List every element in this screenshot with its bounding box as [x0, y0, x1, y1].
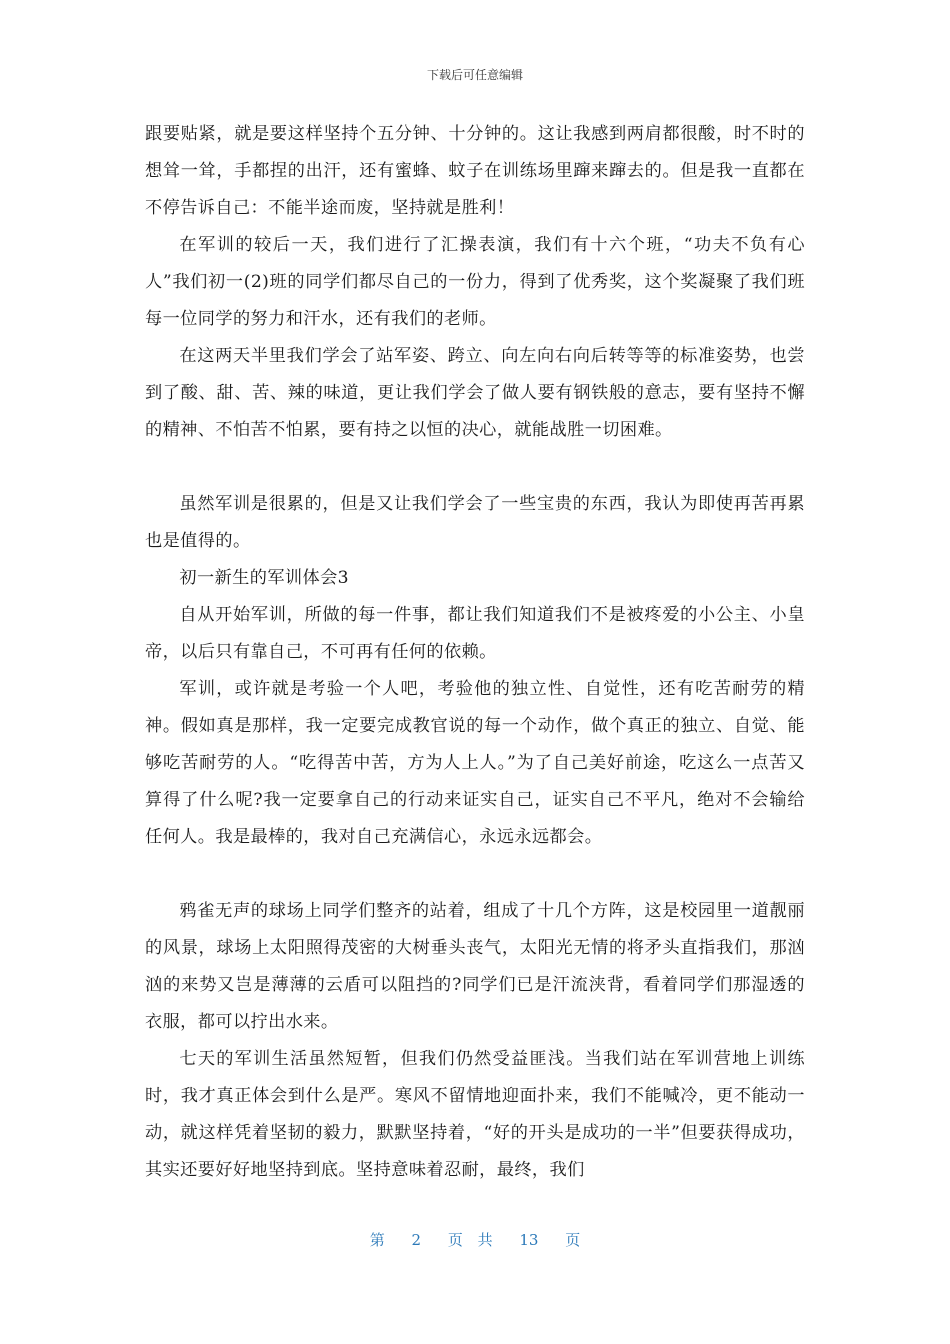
paragraph: 七天的军训生活虽然短暂，但我们仍然受益匪浅。当我们站在军训营地上训练时，我才真正体会到什么是严。寒风不留情地迎面扑来，我们不能喊冷，更不能动一动，就这样凭着坚韧的毅力，默默坚持着，“好的开头是成功的一半”但要获得成功，其实还要好好地坚持到底。坚持意味着忍耐，最终，我们	[145, 1049, 805, 1180]
page-label-prefix: 第	[369, 1231, 385, 1249]
paragraph: 鸦雀无声的球场上同学们整齐的站着，组成了十几个方阵，这是校园里一道靓丽的风景，球场上太阳照得茂密的大树垂头丧气，太阳光无情的将矛头直指我们，那汹汹的来势又岂是薄薄的云盾可以阻挡的?同学们已是汗流浃背，看着同学们那湿透的衣服，都可以拧出水来。	[145, 901, 805, 1032]
paragraph: 跟要贴紧，就是要这样坚持个五分钟、十分钟的。这让我感到两肩都很酸，时不时的想耸一耸，手都捏的出汗，还有蜜蜂、蚊子在训练场里蹿来蹿去的。但是我一直都在不停告诉自己：不能半途而废，坚持就是胜利！	[145, 124, 805, 218]
page-header: 下载后可任意编辑	[426, 68, 523, 82]
page-label-middle: 页 共	[447, 1231, 493, 1249]
section-heading: 初一新生的军训体会3	[179, 568, 350, 588]
paragraph: 军训，或许就是考验一个人吧，考验他的独立性、自觉性，还有吃苦耐劳的精神。假如真是那样，我一定要完成教官说的每一个动作，做个真正的独立、自觉、能够吃苦耐劳的人。“吃得苦中苦，方为人上人。”为了自己美好前途，吃这么一点苦又算得了什么呢?我一定要拿自己的行动来证实自己，证实自己不平凡，绝对不会输给任何人。我是最棒的，我对自己充满信心，永远永远都会。	[145, 679, 805, 847]
page-label-suffix: 页	[565, 1231, 581, 1249]
paragraph: 在军训的较后一天，我们进行了汇操表演，我们有十六个班，“功夫不负有心人”我们初一(2)班的同学们都尽自己的一份力，得到了优秀奖，这个奖凝聚了我们班每一位同学的努力和汗水，还有我们的老师。	[145, 235, 805, 329]
paragraph: 自从开始军训，所做的每一件事，都让我们知道我们不是被疼爱的小公主、小皇帝，以后只有靠自己，不可再有任何的依赖。	[145, 605, 805, 662]
page-number: 2	[411, 1231, 422, 1249]
paragraph: 虽然军训是很累的，但是又让我们学会了一些宝贵的东西，我认为即使再苦再累也是值得的。	[145, 494, 805, 551]
page-total: 13	[519, 1231, 539, 1249]
page-footer	[0, 1229, 950, 1250]
document-body	[145, 116, 805, 1189]
paragraph: 在这两天半里我们学会了站军姿、跨立、向左向右向后转等等的标准姿势，也尝到了酸、甜、苦、辣的味道，更让我们学会了做人要有钢铁般的意志，要有坚持不懈的精神、不怕苦不怕累，要有持之以恒的决心，就能战胜一切困难。	[145, 346, 805, 440]
